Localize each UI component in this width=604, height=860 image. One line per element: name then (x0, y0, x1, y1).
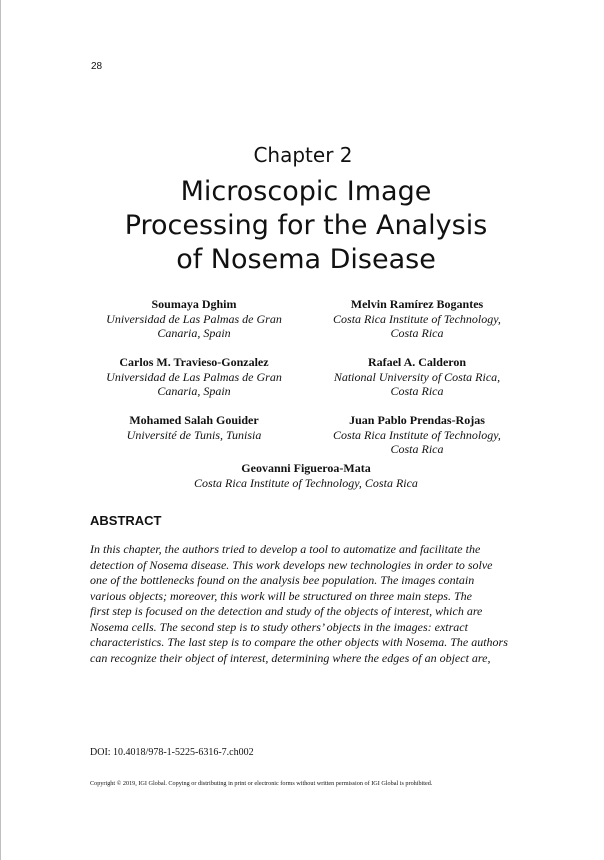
page-number: 28 (91, 61, 103, 72)
abstract-line: characteristics. The last step is to compare the other objects with Nosema. The authors (90, 635, 508, 649)
author-block (84, 413, 304, 442)
abstract-line: first step is focused on the detection and study of the objects of interest, which are (90, 604, 483, 618)
title-line: Microscopic Image (180, 176, 432, 207)
doi-text: DOI: 10.4018/978-1-5225-6316-7.ch002 (90, 747, 254, 758)
author-block (307, 297, 527, 341)
author-affiliation: Costa Rica Institute of Technology, (333, 311, 501, 326)
abstract-body (90, 542, 522, 666)
author-block (307, 413, 527, 457)
author-affiliation: National University of Costa Rica, (333, 369, 501, 384)
title-line: Processing for the Analysis (124, 210, 488, 241)
abstract-heading: ABSTRACT (90, 513, 162, 528)
abstract-line: In this chapter, the authors tried to develop a tool to automatize and facilitate the (90, 542, 481, 556)
abstract-line: various objects; moreover, this work will be structured on three main steps. The (90, 588, 472, 603)
author-affiliation: Costa Rica (390, 442, 444, 456)
author-affiliation: Universidad de Las Palmas de Gran (106, 369, 282, 384)
chapter-label: Chapter 2 (253, 143, 353, 167)
author-affiliation: Costa Rica (390, 384, 444, 398)
author-name: Carlos M. Travieso-Gonzalez (119, 355, 269, 369)
author-name: Rafael A. Calderon (367, 355, 467, 369)
author-block (84, 355, 304, 399)
abstract-line: one of the bottlenecks found on the analysis bee population. The images contain (90, 573, 475, 587)
author-block (307, 355, 527, 399)
author-name: Soumaya Dghim (151, 297, 237, 311)
author-name: Mohamed Salah Gouider (129, 413, 259, 427)
copyright-notice: Copyright © 2019, IGI Global. Copying or distributing in print or electronic forms without written permission of IGI Global is prohibited. (90, 780, 433, 787)
author-affiliation: Canaria, Spain (157, 384, 231, 398)
chapter-title (61, 175, 551, 277)
title-line: of Nosema Disease (176, 244, 436, 275)
author-affiliation: Université de Tunis, Tunisia (126, 427, 262, 442)
author-affiliation: Costa Rica Institute of Technology, Costa Rica (194, 475, 418, 490)
author-name: Melvin Ramírez Bogantes (350, 297, 484, 311)
author-name: Geovanni Figueroa-Mata (241, 461, 371, 475)
abstract-line: Nosema cells. The second step is to study others’ objects in the images: extract (90, 619, 468, 634)
author-affiliation: Universidad de Las Palmas de Gran (106, 311, 282, 326)
author-affiliation: Canaria, Spain (157, 326, 231, 340)
abstract-line: can recognize their object of interest, determining where the edges of an object are, (90, 650, 491, 665)
author-block (84, 297, 304, 341)
author-affiliation: Costa Rica Institute of Technology, (333, 427, 501, 442)
abstract-line: detection of Nosema disease. This work develops new technologies in order to solve (90, 557, 493, 572)
author-block (126, 461, 486, 490)
author-name: Juan Pablo Prendas-Rojas (349, 413, 485, 427)
author-affiliation: Costa Rica (390, 326, 444, 340)
